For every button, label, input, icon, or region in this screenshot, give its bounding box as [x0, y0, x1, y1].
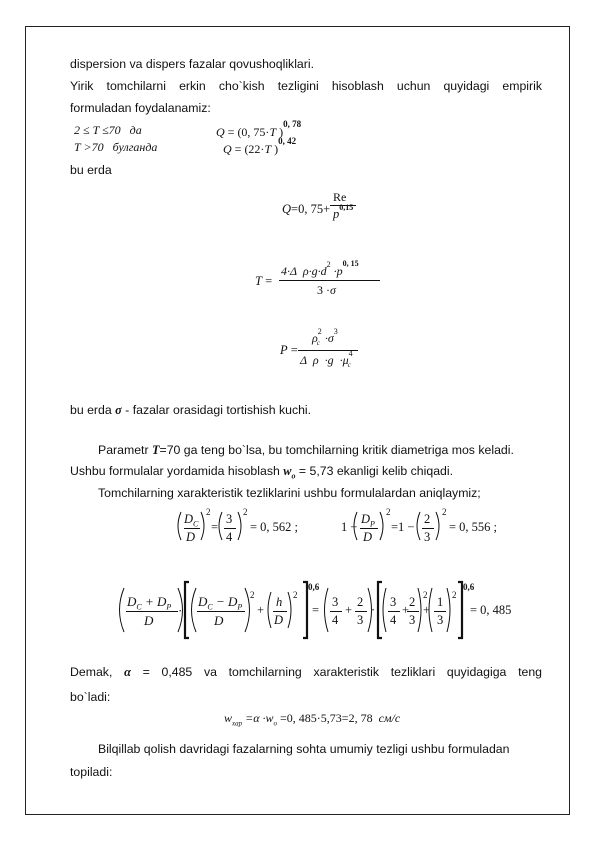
condition-1: 2 ≤ T ≤70 да — [74, 123, 142, 137]
ushbu-line: Ushbu formulalar yordamida hisoblash $w_o = 5,73$ ekanligi kelib chiqadi. — [70, 464, 454, 481]
t-numerator: 4·Δ $\rho\cdot g\cdot d^2 \cdot p^{0, 15}$ — [281, 259, 359, 278]
intro-line: dispersion va dispers fazalar qovushoqliklari. — [70, 57, 315, 71]
formula-1: Q = (0, 75·T )$^{0, 78}$ — [216, 119, 302, 139]
condition-2: T >70 булганда — [74, 140, 158, 154]
bilqillab-line2: topiladi: — [70, 765, 113, 779]
w-equation: $w_{xap} =\alpha \cdot w_o =0$, 485·5,73=2, 78 см/с — [224, 711, 401, 728]
t-denominator: 3 ·σ — [317, 283, 336, 297]
q-denominator: $p^{0,15}$ — [333, 203, 354, 222]
demak-line1: Demak, α = 0,485 va tomchilarning xarakteristik tezliklari quyidagiga teng — [70, 665, 543, 679]
eq-a-result: = 0, 562 ; — [250, 520, 299, 534]
para1-line2: formuladan foydalanamiz: — [70, 101, 211, 115]
q-numerator: Re — [333, 190, 347, 204]
bilqillab-line1: Bilqillab qolish davridagi fazalarning sohta umumiy tezligi ushbu formuladan — [98, 742, 510, 756]
bu-erda-label: bu erda — [70, 163, 112, 177]
eq-b-result: = 0, 556 ; — [449, 520, 498, 534]
formula-2: Q = (22·T )$^{0, 42}$ — [223, 136, 297, 156]
demak-line2: bo`ladi: — [70, 690, 111, 704]
parametr-line: Parametr T=70 ga teng bo`lsa, bu tomchilarning kritik diametriga mos keladi. — [98, 443, 514, 457]
p-denominator: Δ $\rho \cdot g \cdot\mu^4_c$ — [300, 349, 353, 370]
sigma-definition: bu erda σ - fazalar orasidagi tortishish kuchi. — [70, 403, 312, 417]
para1-line1: Yirik tomchilarni erkin cho`kish tezligini hisoblash uchun quyidagi empirik — [70, 79, 542, 93]
p-numerator: $\rho^2_c \cdot\sigma^3$ — [312, 327, 338, 348]
eq-c-result: = 0, 485 — [470, 603, 512, 617]
tomchilar-line: Tomchilarning xarakteristik tezliklarini ushbu formulalardan aniqlaymiz; — [98, 486, 481, 500]
